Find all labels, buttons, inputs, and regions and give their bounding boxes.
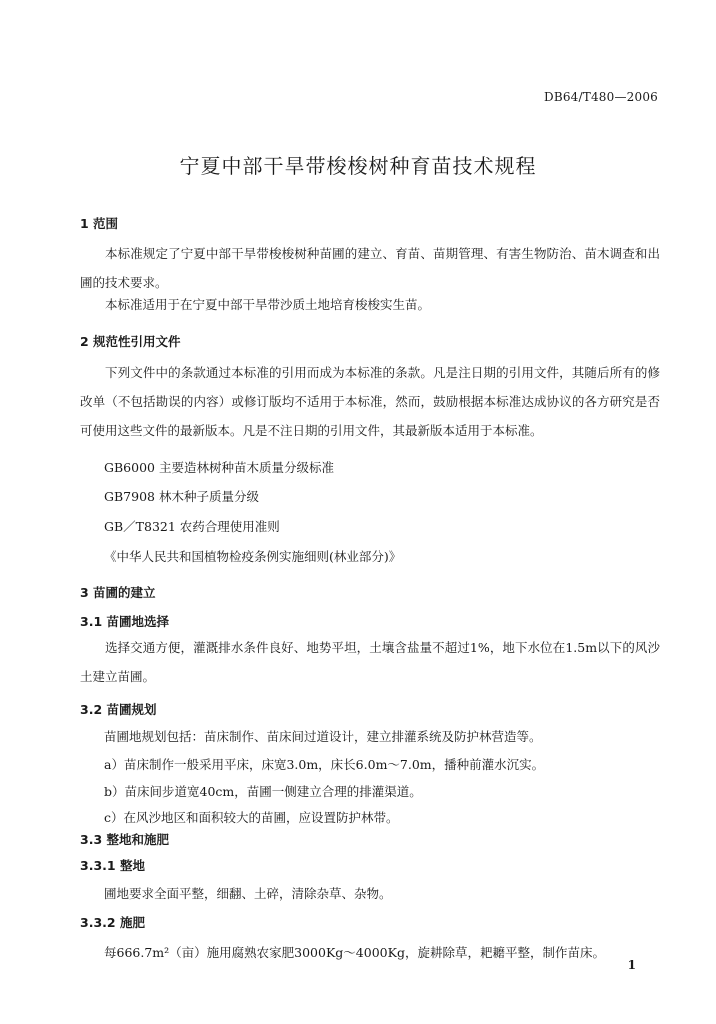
section-1-paragraph-1: 本标准规定了宁夏中部干旱带梭梭树种苗圃的建立、育苗、苗期管理、有害生物防治、苗木调查和出圃的技术要求。: [80, 246, 660, 290]
section-3-2-item-b: b）苗床间步道宽40cm，苗圃一侧建立合理的排灌渠道。: [104, 784, 422, 799]
section-3-3-1-heading: 3.3.1 整地: [80, 858, 145, 873]
section-2-paragraph: 下列文件中的条款通过本标准的引用而成为本标准的条款。凡是注日期的引用文件，其随后所有的修改单（不包括勘误的内容）或修订版均不适用于本标准，然而，鼓励根据本标准达成协议的各方研究是否可使用这些文件的最新版本。凡是不注日期的引用文件，其最新版本适用于本标准。: [80, 365, 660, 438]
reference-item: GB／T8321 农药合理使用准则: [104, 519, 280, 534]
page-number: 1: [627, 958, 636, 972]
section-3-3-2-heading: 3.3.2 施肥: [80, 915, 145, 930]
section-1-heading: 1 范围: [80, 216, 119, 231]
section-3-2-item-a: a）苗床制作一般采用平床，床宽3.0m，床长6.0m～7.0m，播种前灌水沉实。: [104, 757, 545, 772]
section-3-2-paragraph: 苗圃地规划包括：苗床制作、苗床间过道设计，建立排灌系统及防护林营造等。: [104, 729, 542, 744]
document-title: 宁夏中部干旱带梭梭树种育苗技术规程: [179, 154, 537, 178]
reference-item: 《中华人民共和国植物检疫条例实施细则(林业部分)》: [104, 549, 402, 564]
section-2-heading: 2 规范性引用文件: [80, 334, 181, 349]
section-3-3-heading: 3.3 整地和施肥: [80, 832, 169, 847]
section-3-1-heading: 3.1 苗圃地选择: [80, 614, 169, 629]
section-3-2-item-c: c）在风沙地区和面积较大的苗圃，应设置防护林带。: [104, 810, 399, 825]
section-3-2-heading: 3.2 苗圃规划: [80, 702, 157, 717]
standard-code: DB64/T480—2006: [544, 90, 658, 104]
section-3-3-1-paragraph: 圃地要求全面平整，细翻、土碎，清除杂草、杂物。: [104, 886, 392, 901]
section-3-heading: 3 苗圃的建立: [80, 585, 156, 600]
section-3-1-paragraph: 选择交通方便，灌溉排水条件良好、地势平坦，土壤含盐量不超过1%，地下水位在1.5m以下的风沙土建立苗圃。: [80, 640, 660, 684]
reference-item: GB7908 林木种子质量分级: [104, 489, 259, 504]
section-1-paragraph-2: 本标准适用于在宁夏中部干旱带沙质土地培育梭梭实生苗。: [105, 297, 431, 312]
section-3-3-2-paragraph: 每666.7m²（亩）施用腐熟农家肥3000Kg～4000Kg，旋耕除草，耙耱平整，制作苗床。: [104, 945, 605, 960]
reference-item: GB6000 主要造林树种苗木质量分级标准: [104, 460, 334, 475]
